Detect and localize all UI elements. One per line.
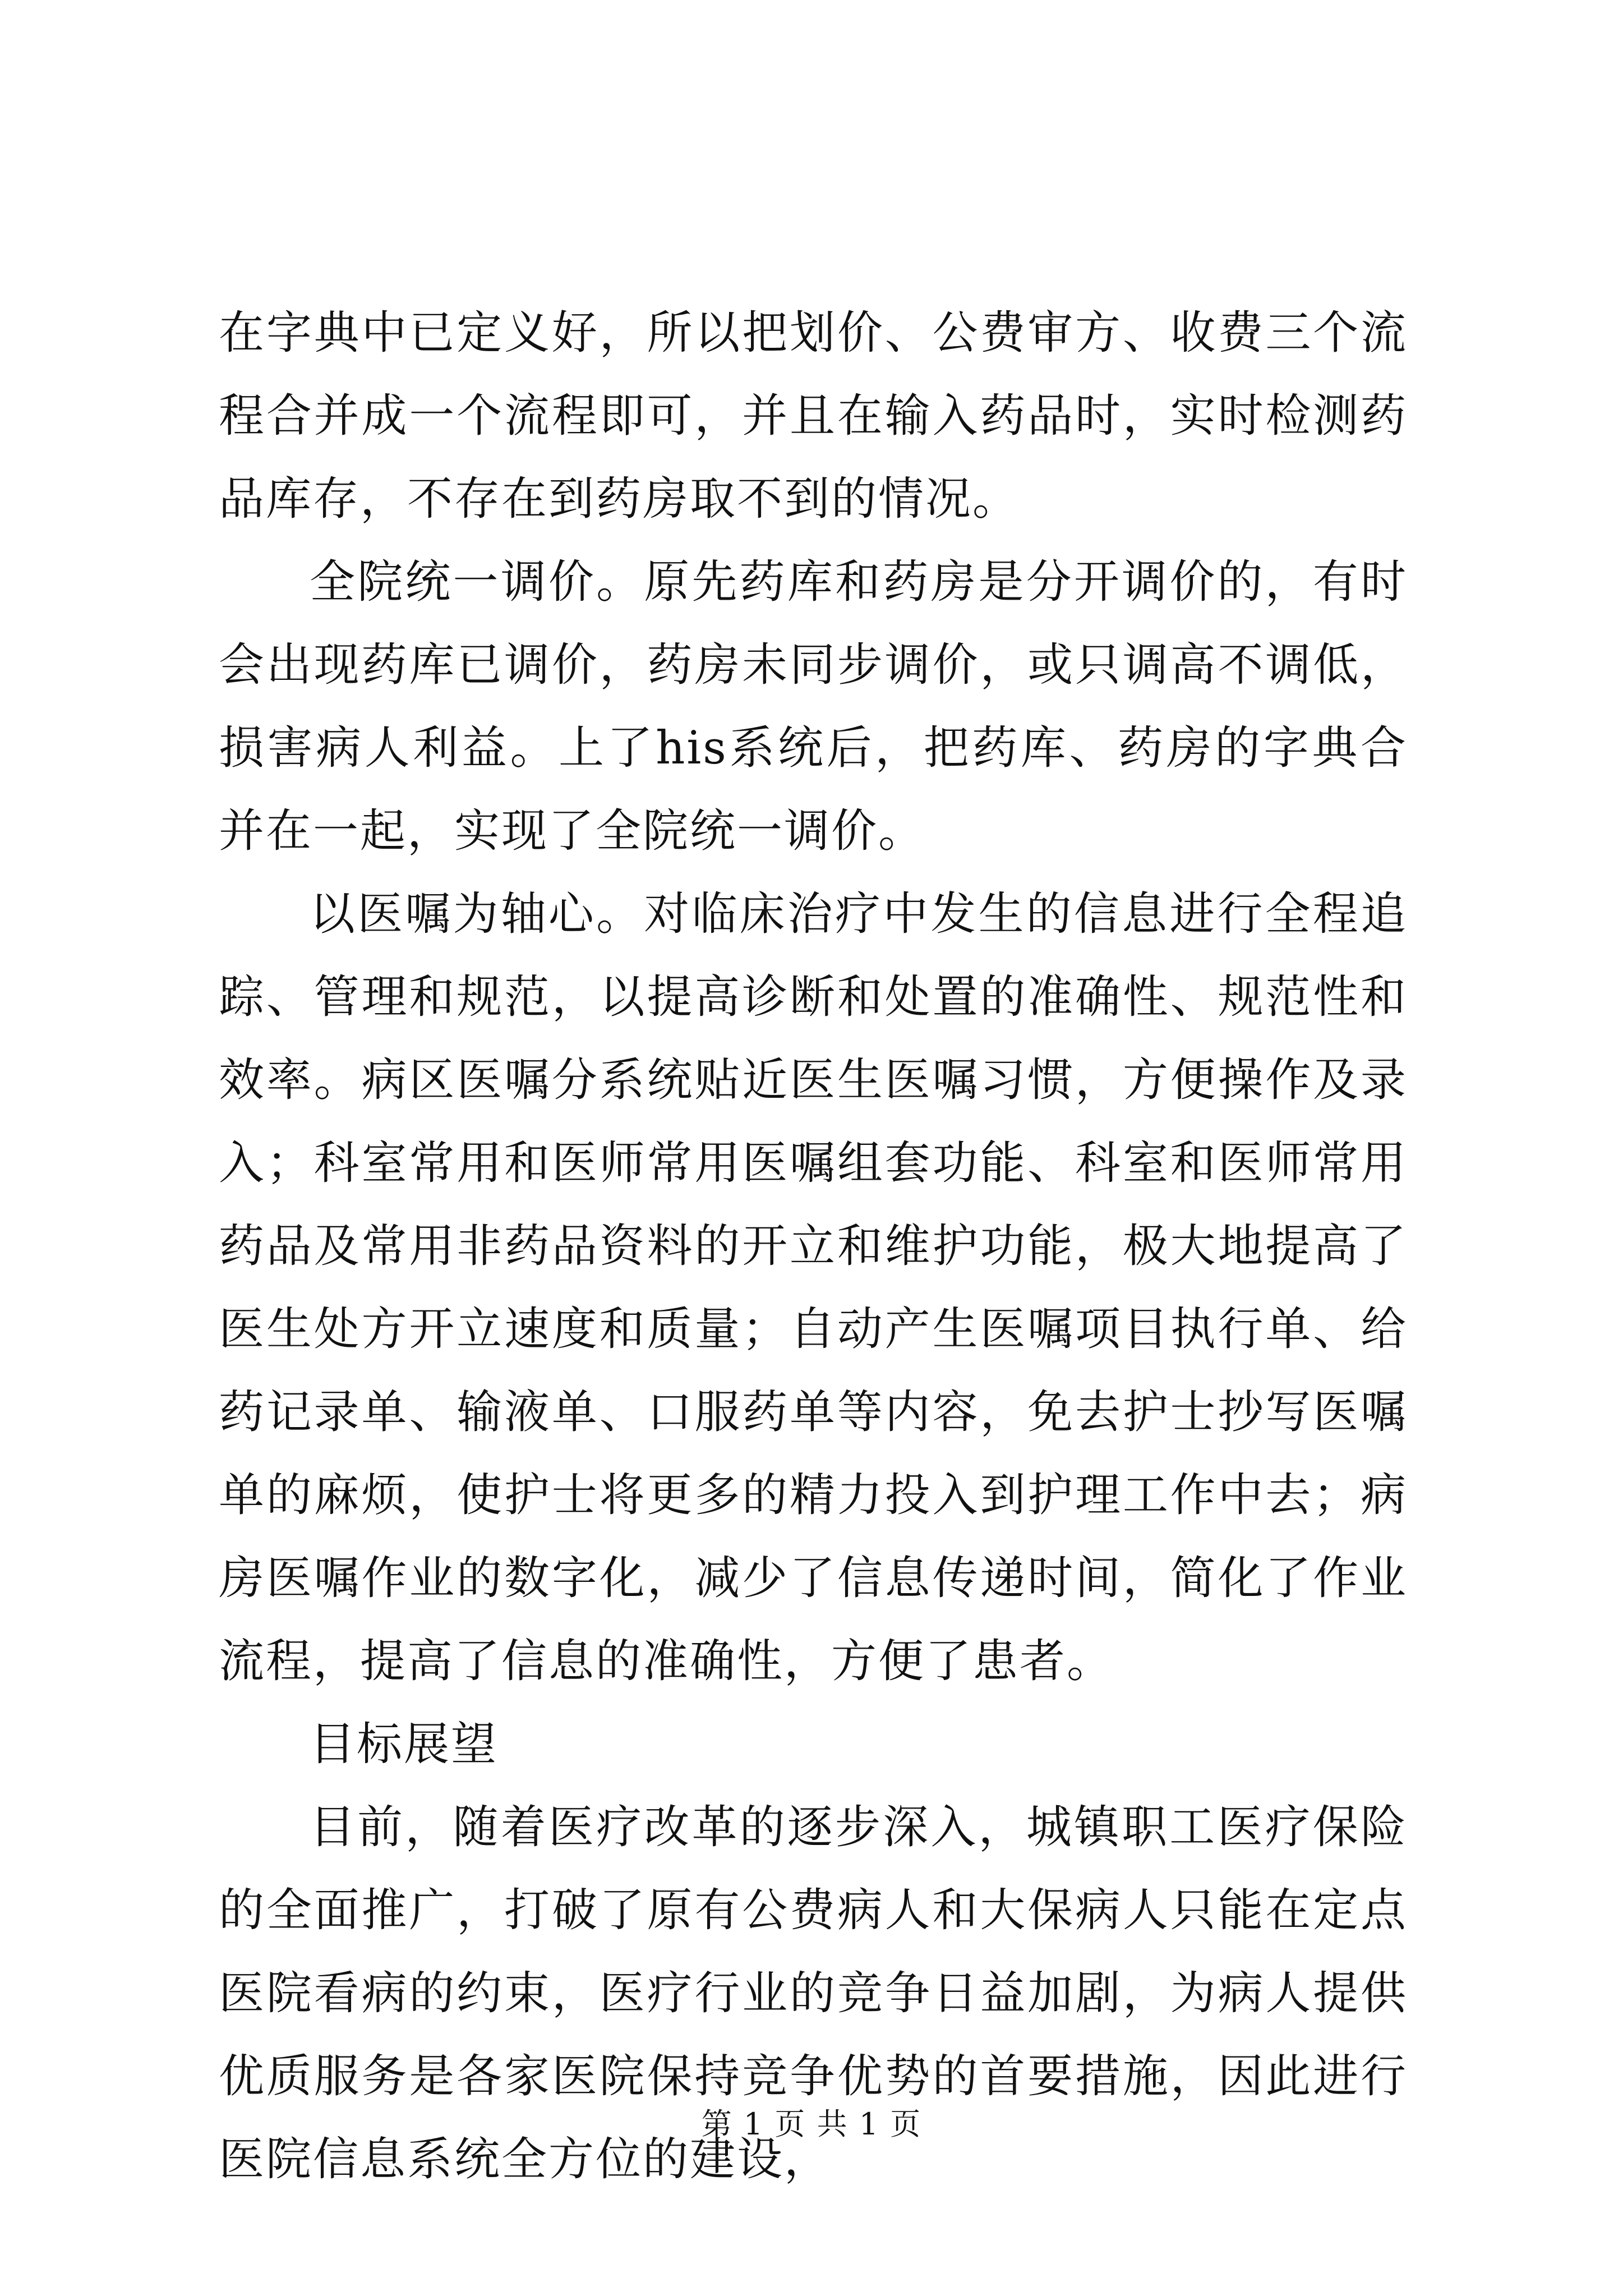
- paragraph-outlook: 目前，随着医疗改革的逐步深入，城镇职工医疗保险的全面推广，打破了原有公费病人和大保病人只能在定点医院看病的约束，医疗行业的竞争日益加剧，为病人提供优质服务是各家医院保持竞争优势的首要措施，因此进行医院信息系统全方位的建设，: [219, 1801, 1408, 2186]
- paragraph-dictionary-merge: 在字典中已定义好，所以把划价、公费审方、收费三个流程合并成一个流程即可，并且在输入药品时，实时检测药品库存，不存在到药房取不到的情况。: [219, 307, 1408, 526]
- page-number-footer: 第 1 页 共 1 页: [701, 2106, 922, 2142]
- paragraph-unified-pricing: 全院统一调价。原先药库和药房是分开调价的，有时会出现药库已调价，药房未同步调价，或只调高不调低，损害病人利益。上了his系统后，把药库、药房的字典合并在一起，实现了全院统一调价。: [219, 556, 1408, 858]
- paragraph-medical-orders: 以医嘱为轴心。对临床治疗中发生的信息进行全程追踪、管理和规范，以提高诊断和处置的准确性、规范性和效率。病区医嘱分系统贴近医生医嘱习惯，方便操作及录入；科室常用和医师常用医嘱组套功能、科室和医师常用药品及常用非药品资料的开立和维护功能，极大地提高了医生处方开立速度和质量；自动产生医嘱项目执行单、给药记录单、输液单、口服药单等内容，免去护士抄写医嘱单的麻烦，使护士将更多的精力投入到护理工作中去；病房医嘱作业的数字化，减少了信息传递时间，简化了作业流程，提高了信息的准确性，方便了患者。: [219, 888, 1408, 1688]
- document-body: [219, 292, 1408, 2201]
- section-heading-outlook: 目标展望: [310, 1718, 499, 1771]
